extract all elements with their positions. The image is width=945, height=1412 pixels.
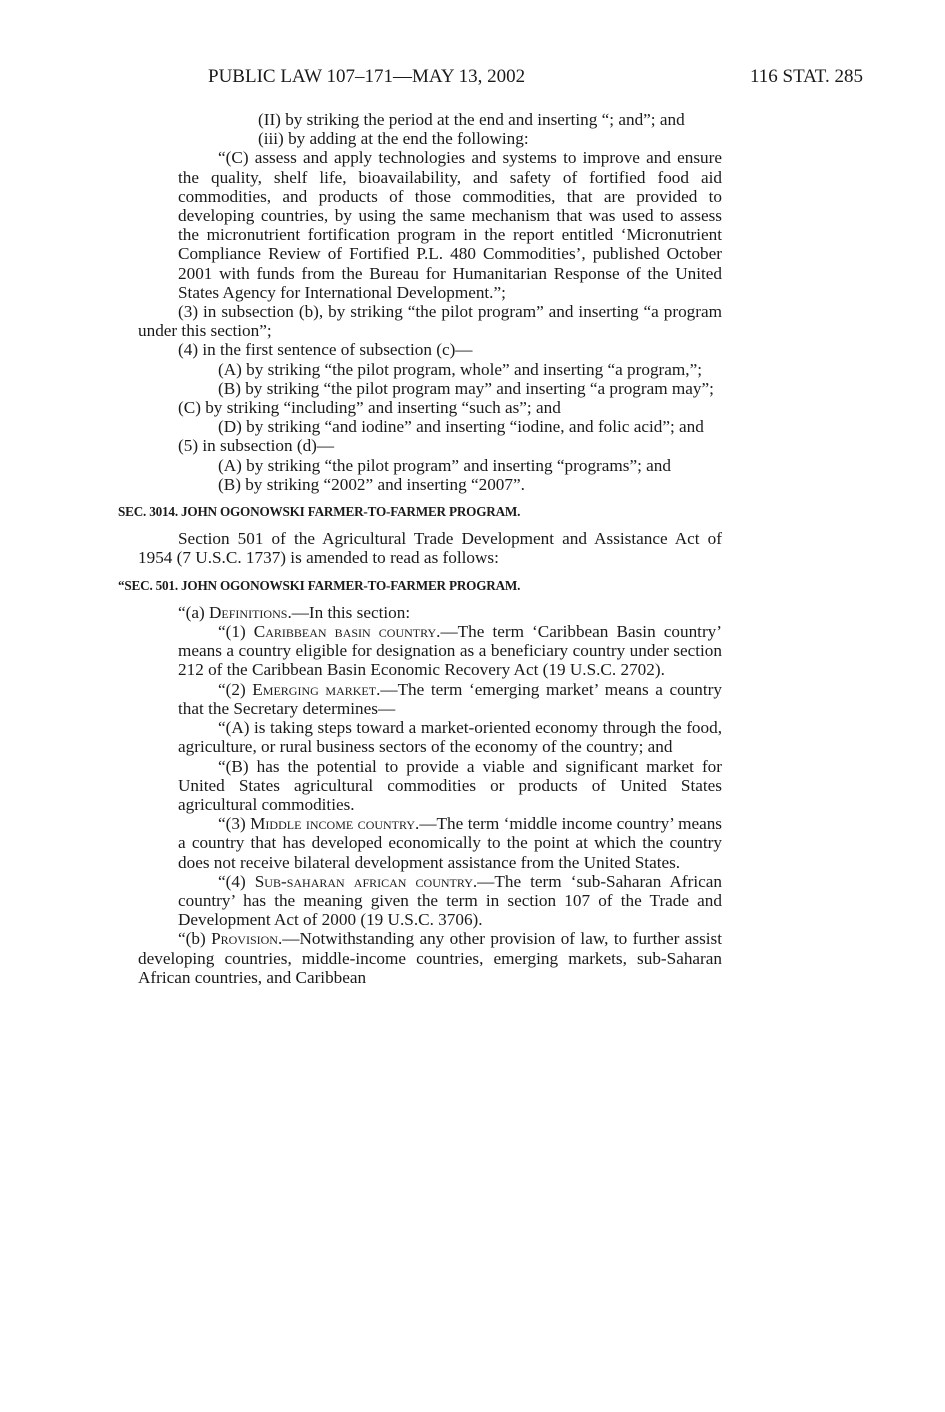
section-3014-intro: Section 501 of the Agricultural Trade Development and Assistance Act of 1954 (7 U.S.C. 1737) is amended to read as follows: xyxy=(138,529,722,568)
definition-2-b: “(B) has the potential to provide a viable and significant market for United States agricultural commodities or products of United States agricultural commodities. xyxy=(178,756,722,814)
definition-3 xyxy=(138,814,722,872)
definition-4 xyxy=(138,872,722,930)
subsection-a-prefix: “(a) xyxy=(178,602,210,622)
definition-1-prefix: “(1) xyxy=(218,622,254,642)
definition-2-title: Emerging market xyxy=(252,679,377,699)
running-header-right: 116 STAT. 285 xyxy=(749,66,863,87)
paragraph-5: (5) in subsection (d)— xyxy=(178,436,335,456)
definition-3-text: .—The term ‘middle income country’ means a country that has developed economically to the point at which the country does not receive bilateral development assistance from the United States. xyxy=(178,814,722,872)
subsection-b-prefix: “(b) xyxy=(178,929,212,949)
definition-2-a: “(A) is taking steps toward a market-oriented economy through the food, agriculture, or rural business sectors of the economy of the country; and xyxy=(178,718,722,757)
definition-4-title: Sub-saharan african country xyxy=(254,871,473,891)
definition-1 xyxy=(138,622,722,680)
paragraph-4: (4) in the first sentence of subsection (c)— xyxy=(178,340,473,360)
subsection-b-text: .—Notwithstanding any other provision of law, to further assist developing countries, middle-income countries, emerging markets, sub-Saharan African countries, and Caribbean xyxy=(138,929,722,987)
paragraph-4-b: (B) by striking “the pilot program may” and inserting “a program may”; xyxy=(218,378,714,398)
definition-2-prefix: “(2) xyxy=(218,679,253,699)
definition-4-prefix: “(4) xyxy=(218,871,255,891)
definition-1-text: .—The term ‘Caribbean Basin country’ means a country eligible for designation as a beneficiary country under section 212 of the Caribbean Basin Economic Recovery Act (19 U.S.C. 2702). xyxy=(178,622,722,680)
document-body xyxy=(118,110,723,987)
clause-iii: (iii) by adding at the end the following: xyxy=(258,129,529,149)
definition-2 xyxy=(138,680,722,718)
paragraph-5-a: (A) by striking “the pilot program” and inserting “programs”; and xyxy=(218,455,671,475)
definition-1-title: Caribbean basin country xyxy=(253,622,437,642)
clause-ii: (II) by striking the period at the end and inserting “; and”; and xyxy=(258,110,685,129)
quoted-clause-c: “(C) assess and apply technologies and systems to improve and ensure the quality, shelf life, bioavailability, and safety of fortified food aid commodities, and products of those commodities, that are provided to developing countries, by using the same mechanism that was used to assess the micronutrient fortification program in the report entitled ‘Micronutrient Compliance Review of Fortified P.L. 480 Commodities’, published October 2001 with funds from the Bureau for Humanitarian Response of the United States Agency for International Development.”; xyxy=(178,148,722,302)
paragraph-3: (3) in subsection (b), by striking “the pilot program” and inserting “a program under this section”; xyxy=(138,302,722,341)
paragraph-4-c: (C) by striking “including” and inserting “such as”; and xyxy=(178,398,561,418)
definition-3-prefix: “(3) xyxy=(218,814,251,834)
paragraph-4-a: (A) by striking “the pilot program, whole” and inserting “a program,”; xyxy=(218,359,702,379)
section-3014-heading: SEC. 3014. JOHN OGONOWSKI FARMER-TO-FARMER PROGRAM. xyxy=(118,504,521,520)
paragraph-4-d: (D) by striking “and iodine” and inserting “iodine, and folic acid”; and xyxy=(218,417,704,437)
subsection-b xyxy=(138,929,722,987)
subsection-a-title: Definitions xyxy=(209,602,288,622)
definition-2-text: .—The term ‘emerging market’ means a country that the Secretary determines— xyxy=(178,679,722,718)
subsection-a xyxy=(138,603,722,622)
definition-3-title: Middle income country xyxy=(250,814,416,834)
paragraph-5-b: (B) by striking “2002” and inserting “2007”. xyxy=(218,474,525,494)
section-501-heading: “SEC. 501. JOHN OGONOWSKI FARMER-TO-FARMER PROGRAM. xyxy=(118,577,521,593)
running-header-left: PUBLIC LAW 107–171—MAY 13, 2002 xyxy=(208,66,526,87)
subsection-a-text: .—In this section: xyxy=(287,602,411,622)
subsection-b-title: Provision xyxy=(211,929,278,949)
definition-4-text: .—The term ‘sub-Saharan African country’ has the meaning given the term in section 107 of the Trade and Development Act of 2000 (19 U.S.C. 3706). xyxy=(178,871,723,930)
